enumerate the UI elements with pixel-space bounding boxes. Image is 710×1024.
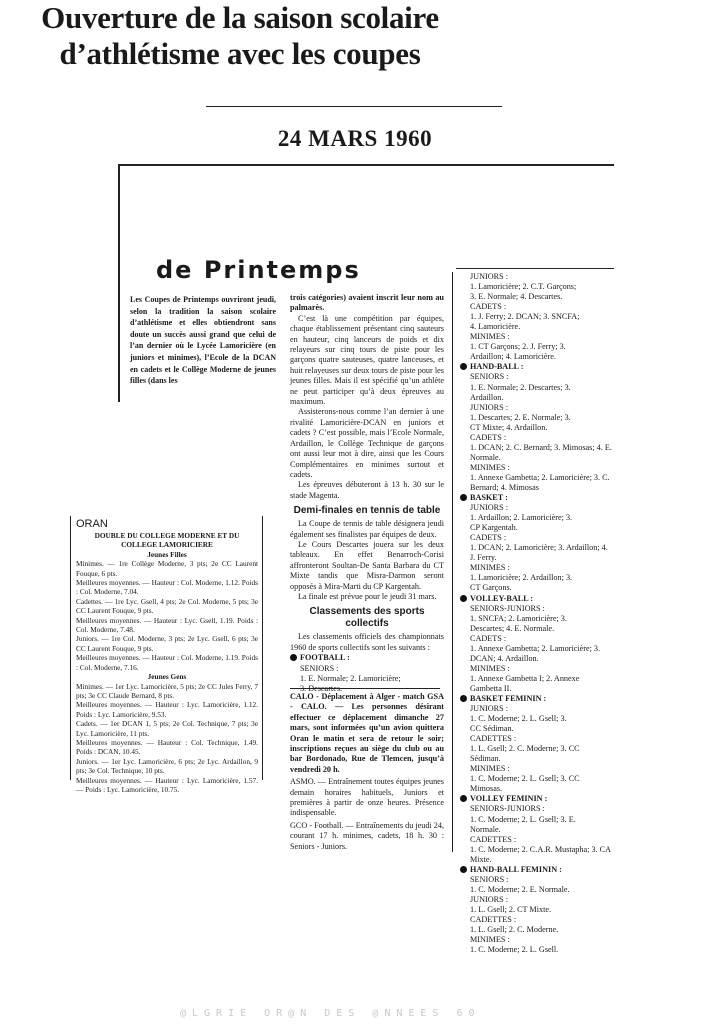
result-line: 1. L. Gsell; 2. C. Moderne; 3. CC <box>470 744 580 754</box>
result-line: CADETTES : <box>470 834 517 844</box>
result-line: SENIORS-JUNIORS : <box>470 603 545 613</box>
football-heading: FOOTBALL : <box>290 653 444 663</box>
result-line: 1. Lamoricière; 2. Ardaillon; 3. <box>470 573 573 583</box>
classements-intro: Les classements officiels des championnats 1960 de sports collectifs sont les suivants : <box>290 632 444 652</box>
result-line: SENIORS : <box>470 874 509 884</box>
result-line: 1. L. Gsell; 2. CT Mixte. <box>470 904 552 914</box>
result-line: Ardaillon; 4. Lamoricière. <box>470 352 556 362</box>
middle-column <box>290 293 444 695</box>
oran-line: Meilleures moyennes. — Hauteur : Col. Moderne, 1.19. Poids : Col. Moderne, 7.16. <box>76 653 258 672</box>
demi-finales-title: Demi-finales en tennis de table <box>293 505 441 517</box>
result-line: 1. L. Gsell; 2. C. Moderne. <box>470 925 559 935</box>
oran-sub-filles: Jeunes Filles <box>147 549 187 559</box>
right-column-rule <box>456 268 614 269</box>
result-line: 1. Lamoricière; 2. C.T. Garçons; <box>470 282 577 292</box>
oran-line: Cadets. — 1er DCAN 1, 5 pts; 2e Col. Technique, 7 pts; 3e Lyc. Lamoricière, 11 pts. <box>76 719 258 738</box>
headline <box>0 0 480 72</box>
result-line: MINIMES : <box>470 462 510 472</box>
sport-heading: HAND-BALL : <box>460 362 612 372</box>
result-line: CADETS : <box>470 633 507 643</box>
result-line: 1. Descartes; 2. E. Normale; 3. <box>470 412 571 422</box>
result-line: 1. C. Moderne; 2. L. Gsell; 3. E. <box>470 814 576 824</box>
result-line: 1. Annexe Gambetta; 2. Lamoricière; 3. DCAN; 4. Ardaillon. <box>470 643 601 663</box>
oran-line: Meilleures moyennes. — Hauteur : Lyc. Lamoricière, 1.12. Poids : Lyc. Lamoricière, 9.53. <box>76 700 258 719</box>
result-line: Ardaillon. <box>470 392 504 402</box>
middle-separator <box>290 688 440 689</box>
football-line: SENIORS : <box>300 663 339 673</box>
oran-line: Meilleures moyennes. — Hauteur : Col. Technique, 1.49. Poids : DCAN, 10.45. <box>76 737 258 757</box>
sport-heading: VOLLEY FEMININ : <box>460 794 612 804</box>
result-line: CT Mixte; 4. Ardaillon. <box>470 422 548 432</box>
result-line: MINIMES : <box>470 663 510 673</box>
result-line: 1. Ardaillon; 2. Lamoricière; 3. <box>470 513 573 523</box>
page-date: 24 MARS 1960 <box>277 126 433 151</box>
middle-p2: C’est là une compétition par équipes, chaque établissement présentant cinq sauteurs en hauteur, cinq lanceurs de poids et dix relayeurs sur cinq tours de piste pour les garçons quatre sauteuses, quatre lanceuses, et huit relayeuses sur deux tours de piste pour les jeunes filles. Mais il est spécifié qu’un athlète ne peut participer qu’à deux épreuves au maximum. <box>290 313 444 407</box>
bullet-icon <box>290 654 297 661</box>
result-line: 1. C. Moderne; 2. L. Gsell; 3. <box>470 714 567 724</box>
sport-heading: BASKET FEMININ : <box>460 694 612 704</box>
bullet-icon <box>460 866 467 873</box>
bullet-icon <box>460 494 467 501</box>
result-line: SENIORS : <box>470 372 509 382</box>
headline-left-rule <box>118 164 120 402</box>
result-line: MINIMES : <box>470 935 510 945</box>
result-line: Sédiman. <box>470 754 501 764</box>
headline-line-2: d’athlétisme avec les coupes <box>59 36 421 71</box>
bullet-icon <box>460 795 467 802</box>
sport-heading: HAND-BALL FEMININ : <box>460 865 612 875</box>
result-line: CC Sédiman. <box>470 724 514 734</box>
result-line: 1. SNCFA; 2. Lamoricière; 3. <box>470 613 567 623</box>
result-line: 1. DCAN; 2. Lamoricière; 3. Ardaillon; 4. J. Ferry. <box>470 543 608 563</box>
oran-title: DOUBLE DU COLLEGE MODERNE ET DU COLLEGE LAMORICIERE <box>94 531 240 550</box>
classements-title: Classements des sports collectifs <box>309 606 425 630</box>
result-line: CADETTES : <box>470 915 517 924</box>
result-line: 1. J. Ferry; 2. DCAN; 3. SNCFA; <box>470 312 580 322</box>
calo-notice: CALO - Déplacement à Alger - match GSA - CALO. — Les personnes désirant effectuer ce déplacement dimanche 27 mars, sont informées qu’un avion quittera Oran le matin et sera de retour le soir; inscriptions reçues au siège du club ou au bar Bordonado, Rue de Tlemcen, jusqu’à vendredi 20 h. <box>290 692 444 774</box>
announcements <box>290 692 444 852</box>
bullet-icon <box>460 695 467 702</box>
watermark: @LGRIE OR@N DES @NNEES 60 <box>180 1008 481 1019</box>
demi-p3: La finale est prévue pour le jeudi 31 mars. <box>298 591 437 601</box>
result-line: 3. E. Normale; 4. Descartes. <box>470 292 563 302</box>
football-line: 1. E. Normale; 2. Lamoricière; <box>300 674 401 683</box>
oran-label: ORAN <box>76 518 108 530</box>
sport-heading: BASKET : <box>460 493 612 503</box>
result-line: JUNIORS : <box>470 272 508 281</box>
result-line: JUNIORS : <box>470 402 508 412</box>
top-rule <box>206 106 502 107</box>
result-line: Descartes; 4. E. Normale. <box>470 623 555 633</box>
oran-line: Cadettes. — 1re Lyc. Gsell, 4 pts; 2e Col. Moderne, 5 pts; 3e CC Laurent Fouque, 9 pts. <box>76 596 258 616</box>
gco-notice: GCO - Football. — Entraînements du jeudi 24, courant 17 h. minimes, cadets, 18 h. 30 : Seniors - Juniors. <box>290 820 444 851</box>
result-line: 1. Annexe Gambetta; 2. Lamoricière; 3. C. Bernard; 4. Mimosas <box>470 472 610 492</box>
result-line: CT Garçons. <box>470 583 512 593</box>
oran-right-rule <box>262 516 263 780</box>
headline-line-3: de Printemps <box>156 256 361 284</box>
oran-line: Meilleures moyennes. — Hauteur : Col. Moderne, 1.12. Poids : Col. Moderne, 7.04. <box>76 578 258 597</box>
result-line: JUNIORS : <box>470 894 508 904</box>
demi-p2: Le Cours Descartes jouera sur les deux tableaux. En effet Benarroch-Corisi affronteront Soultan-De Santa Barbara du CT Mixte tandis que Misra-Darmon seront opposés à Mira-Marti du CP Kargentah. <box>290 539 444 591</box>
result-line: MINIMES : <box>470 764 510 774</box>
result-line: 1. C. Moderne; 2. L. Gsell; 3. CC <box>470 774 580 784</box>
result-line: 1. CT Garçons; 2. J. Ferry; 3. <box>470 342 566 352</box>
headline-line-1: Ouverture de la saison scolaire <box>41 0 439 35</box>
result-line: 1. C. Moderne; 2. L. Gsell. <box>470 945 559 955</box>
right-column <box>460 272 612 955</box>
result-line: CADETS : <box>470 533 507 543</box>
result-line: MINIMES : <box>470 563 510 573</box>
result-line: CADETS : <box>470 302 507 312</box>
result-line: 4. Lamoricière. <box>470 322 521 332</box>
headline-right-rule <box>452 272 453 852</box>
oran-sub-gens: Jeunes Gens <box>147 672 187 682</box>
result-line: CADETS : <box>470 432 507 442</box>
result-line: JUNIORS : <box>470 503 508 513</box>
bullet-icon <box>460 595 467 602</box>
oran-line: Minimes. — 1er Lyc. Lamoricière, 5 pts; 2e CC Jules Ferry, 7 pts; 3e CC Claude Bernard, 8 pts. <box>76 681 258 700</box>
result-line: 1. E. Normale; 2. Descartes; 3. <box>470 382 571 392</box>
result-line: MINIMES : <box>470 332 510 342</box>
oran-line: Minimes. — 1re Collège Moderne, 3 pts; 2e CC Laurent Fouque, 6 pts. <box>76 559 258 578</box>
oran-line: Meilleures moyennes. — Hauteur : Lyc. Gsell, 1.19. Poids : Col. Moderne, 7.48. <box>76 615 258 635</box>
result-line: 1. C. Moderne; 2. E. Normale. <box>470 884 570 894</box>
asmo-notice: ASMO. — Entraînement toutes équipes jeunes demain horaires habituels, Juniors et premières à partir de onze heures. Présence indispensable. <box>290 777 444 818</box>
oran-line: Juniors. — 1er Lyc. Lamoricière, 6 pts; 2e Lyc. Ardaillon, 9 pts; 3e Col. Technique, 10 pts. <box>76 756 258 776</box>
oran-line: Juniors. — 1re Col. Moderne, 3 pts; 2e Lyc. Gsell, 6 pts; 3e CC Laurent Fouque, 9 pts. <box>76 634 258 653</box>
result-line: CP Kargentah. <box>470 523 518 533</box>
oran-column <box>76 518 258 794</box>
intro-paragraph: Les Coupes de Printemps ouvriront jeudi, selon la tradition la saison scolaire d’athlétisme et elles obtiendront sans doute un succès aussi grand que celui de l’an dernier où le Lycée Lamoricière (en juniors et minimes), l’Ecole de la DCAN en cadets et le Collège Moderne de jeunes filles (dans les <box>130 295 276 386</box>
middle-p4: Les épreuves débuteront à 13 h. 30 sur le stade Magenta. <box>290 480 444 500</box>
result-line: Mimosas. <box>470 784 503 794</box>
result-line: 1. DCAN; 2. C. Bernard; 3. Mimosas; 4. E. Normale. <box>470 442 612 462</box>
oran-line: Meilleures moyennes. — Hauteur : Lyc. Lamoricière, 1.57. — Poids : Lyc. Lamoricière, 10.75. <box>76 775 258 794</box>
result-line: 1. C. Moderne; 2. C.A.R. Mustapha; 3. CA Mixte. <box>470 844 611 864</box>
result-line: SENIORS-JUNIORS : <box>470 804 545 814</box>
demi-p1: La Coupe de tennis de table désignera jeudi également ses finalistes par équipes de deux. <box>290 519 444 539</box>
middle-p3: Assisterons-nous comme l’an dernier à une rivalité Lamoricière-DCAN en juniors et cadets ? C’est possible, mais l’Ecole Normale, Ardaillon, le Collège Technique de garçons ont aussi leur mot à dire, ainsi que les Cours Complémentaires en minimes surtout et cadets. <box>290 407 444 479</box>
result-line: Normale. <box>470 824 501 834</box>
middle-p1: trois catégories) avaient inscrit leur nom au palmarès. <box>290 293 444 313</box>
result-line: JUNIORS : <box>470 704 508 714</box>
oran-left-rule <box>70 516 71 780</box>
bullet-icon <box>460 363 467 370</box>
result-line: CADETTES : <box>470 734 517 744</box>
headline-top-rule <box>118 164 614 166</box>
result-line: 1. Annexe Gambetta I; 2. Annexe Gambetta II. <box>470 673 580 693</box>
sport-heading: VOLLEY-BALL : <box>460 594 612 604</box>
